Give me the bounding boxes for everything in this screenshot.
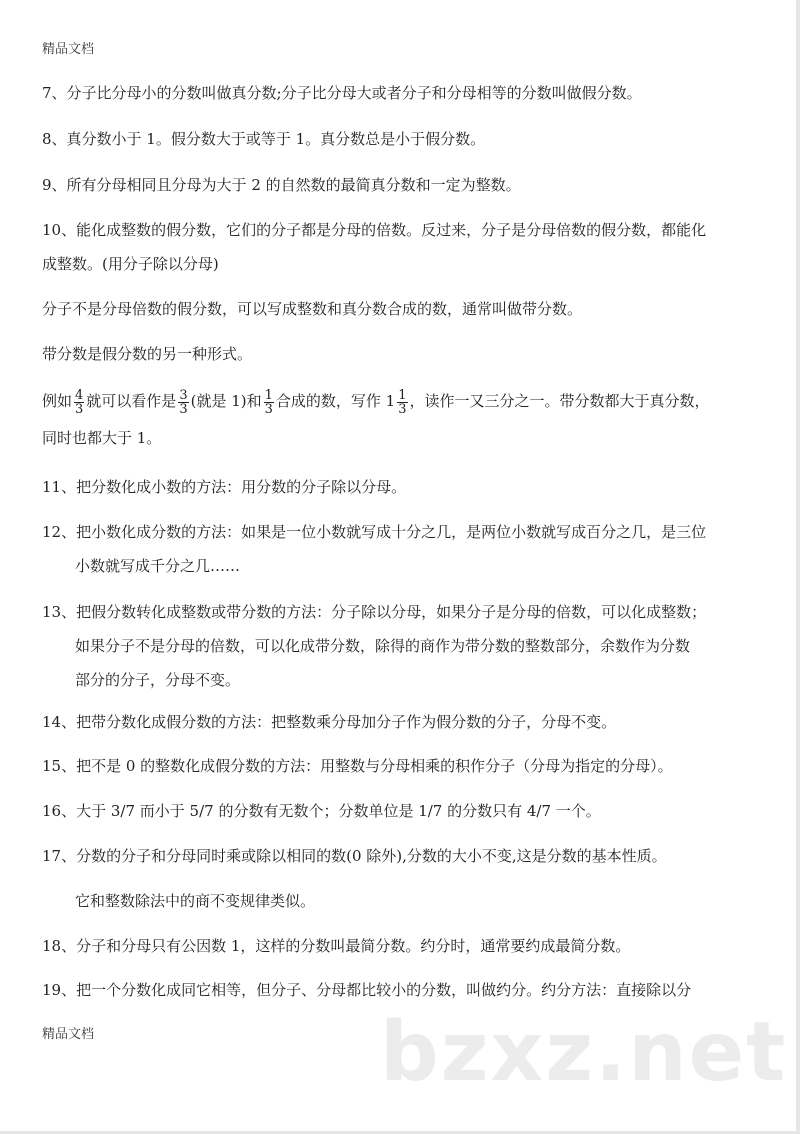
numerator: 1 xyxy=(398,387,407,403)
denominator: 3 xyxy=(398,401,407,417)
example-line xyxy=(42,386,710,416)
item-10-line1: 10、能化成整数的假分数，它们的分子都是分母的倍数。反过来，分子是分母倍数的假分数，都能化 xyxy=(42,221,707,239)
example-text: 合成的数，写作 1 xyxy=(275,392,396,410)
item-16: 16、大于 3/7 而小于 5/7 的分数有无数个；分数单位是 1/7 的分数只有 4/7 一个。 xyxy=(42,802,601,820)
item-12-line2: 小数就写成千分之几…… xyxy=(75,557,241,575)
item-18: 18、分子和分母只有公因数 1，这样的分数叫最简分数。约分时，通常要约成最简分数。 xyxy=(42,937,631,955)
item-13-line1: 13、把假分数转化成整数或带分数的方法：分子除以分母，如果分子是分母的倍数，可以化成整数； xyxy=(42,603,707,621)
item-13-line3: 部分的分子，分母不变。 xyxy=(75,671,241,689)
fraction xyxy=(264,389,274,416)
denominator: 3 xyxy=(179,401,188,417)
page-header: 精品文档 xyxy=(42,42,95,57)
example-text: (就是 1)和 xyxy=(190,392,262,410)
fraction xyxy=(397,389,407,416)
paragraph-mixed-number: 分子不是分母倍数的假分数，可以写成整数和真分数合成的数，通常叫做带分数。 xyxy=(42,300,583,318)
item-12-line1: 12、把小数化成分数的方法：如果是一位小数就写成十分之几，是两位小数就写成百分之几，是三位 xyxy=(42,523,707,541)
example-text: 例如 xyxy=(42,392,73,410)
item-9: 9、所有分母相同且分母为大于 2 的自然数的最简真分数和一定为整数。 xyxy=(42,176,521,194)
page-edge xyxy=(796,0,800,1134)
example-text: 就可以看作是 xyxy=(86,392,177,410)
item-8: 8、真分数小于 1。假分数大于或等于 1。真分数总是小于假分数。 xyxy=(42,130,486,148)
item-11: 11、把分数化成小数的方法：用分数的分子除以分母。 xyxy=(42,478,407,496)
example-text: ，读作一又三分之一。带分数都大于真分数， xyxy=(409,392,710,410)
fraction xyxy=(178,389,188,416)
numerator: 4 xyxy=(75,387,84,403)
numerator: 1 xyxy=(264,387,273,403)
paragraph-mixed-form: 带分数是假分数的另一种形式。 xyxy=(42,345,253,363)
numerator: 3 xyxy=(179,387,188,403)
fraction xyxy=(74,389,84,416)
item-17-note: 它和整数除法中的商不变规律类似。 xyxy=(75,892,316,910)
item-19: 19、把一个分数化成同它相等，但分子、分母都比较小的分数，叫做约分。约分方法：直接除以分 xyxy=(42,981,692,999)
item-10-line2: 成整数。(用分子除以分母) xyxy=(42,255,219,273)
item-14: 14、把带分数化成假分数的方法：把整数乘分母加分子作为假分数的分子，分母不变。 xyxy=(42,713,617,731)
example-line2: 同时也都大于 1。 xyxy=(42,429,162,447)
item-17: 17、分数的分子和分母同时乘或除以相同的数(0 除外),分数的大小不变,这是分数的基本性质。 xyxy=(42,847,667,865)
denominator: 3 xyxy=(75,401,84,417)
denominator: 3 xyxy=(264,401,273,417)
item-7: 7、分子比分母小的分数叫做真分数;分子比分母大或者分子和分母相等的分数叫做假分数。 xyxy=(42,84,642,102)
item-15: 15、把不是 0 的整数化成假分数的方法：用整数与分母相乘的积作分子（分母为指定的分母）。 xyxy=(42,757,673,775)
watermark: bzxz.net xyxy=(380,1005,788,1100)
item-13-line2: 如果分子不是分母的倍数，可以化成带分数，除得的商作为带分数的整数部分，余数作为分数 xyxy=(75,637,691,655)
page-footer: 精品文档 xyxy=(42,1027,95,1042)
